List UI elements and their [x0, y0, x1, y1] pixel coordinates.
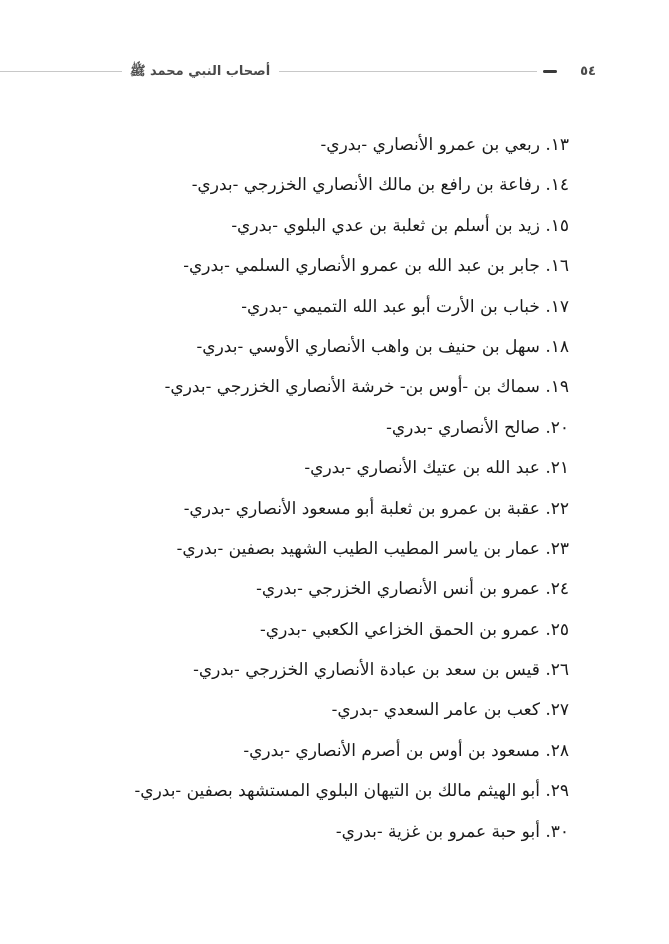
header-rule-left: [0, 71, 122, 72]
list-item: ٢١. عبد الله بن عتيك الأنصاري -بدري-: [304, 458, 569, 479]
list-item: ١٤. رفاعة بن رافع بن مالك الأنصاري الخزرجي -بدري-: [191, 175, 569, 196]
list-item: ٢٠. صالح الأنصاري -بدري-: [386, 417, 569, 438]
running-title: أصحاب النبي محمد ﷺ: [129, 64, 271, 79]
list-item: ٣٠. أبو حبة عمرو بن غزية -بدري-: [335, 821, 569, 842]
page-number: ٥٤: [580, 64, 596, 79]
list-item: ١٥. زيد بن أسلم بن ثعلبة بن عدي البلوي -بدري-: [231, 215, 569, 236]
header-dash-ornament: [543, 70, 557, 73]
page-header: [0, 60, 669, 84]
list-item: ٢٣. عمار بن ياسر المطيب الطيب الشهيد بصفين -بدري-: [176, 538, 569, 559]
companions-list: [79, 125, 569, 852]
header-rule-mid: [279, 71, 537, 72]
list-item: ١٣. ربعي بن عمرو الأنصاري -بدري-: [320, 135, 569, 155]
list-item: ١٧. خباب بن الأرت أبو عبد الله التميمي -بدري-: [241, 296, 569, 317]
list-item: ٢٦. قيس بن سعد بن عبادة الأنصاري الخزرجي -بدري-: [193, 660, 569, 681]
list-item: ٢٧. كعب بن عامر السعدي -بدري-: [331, 700, 569, 721]
list-item: ١٦. جابر بن عبد الله بن عمرو الأنصاري السلمي -بدري-: [183, 256, 569, 277]
list-item: ١٨. سهل بن حنيف بن واهب الأنصاري الأوسي -بدري-: [196, 336, 569, 357]
list-item: ٢٨. مسعود بن أوس بن أصرم الأنصاري -بدري-: [243, 740, 569, 761]
list-item: ٢٢. عقبة بن عمرو بن ثعلبة أبو مسعود الأنصاري -بدري-: [183, 498, 569, 519]
list-item: ٢٩. أبو الهيثم مالك بن التيهان البلوي المستشهد بصفين -بدري-: [134, 781, 569, 802]
list-item: ١٩. سماك بن -أوس بن- خرشة الأنصاري الخزرجي -بدري-: [164, 377, 569, 398]
list-item: ٢٥. عمرو بن الحمق الخزاعي الكعبي -بدري-: [260, 619, 569, 640]
list-item: ٢٤. عمرو بن أنس الأنصاري الخزرجي -بدري-: [256, 579, 569, 600]
